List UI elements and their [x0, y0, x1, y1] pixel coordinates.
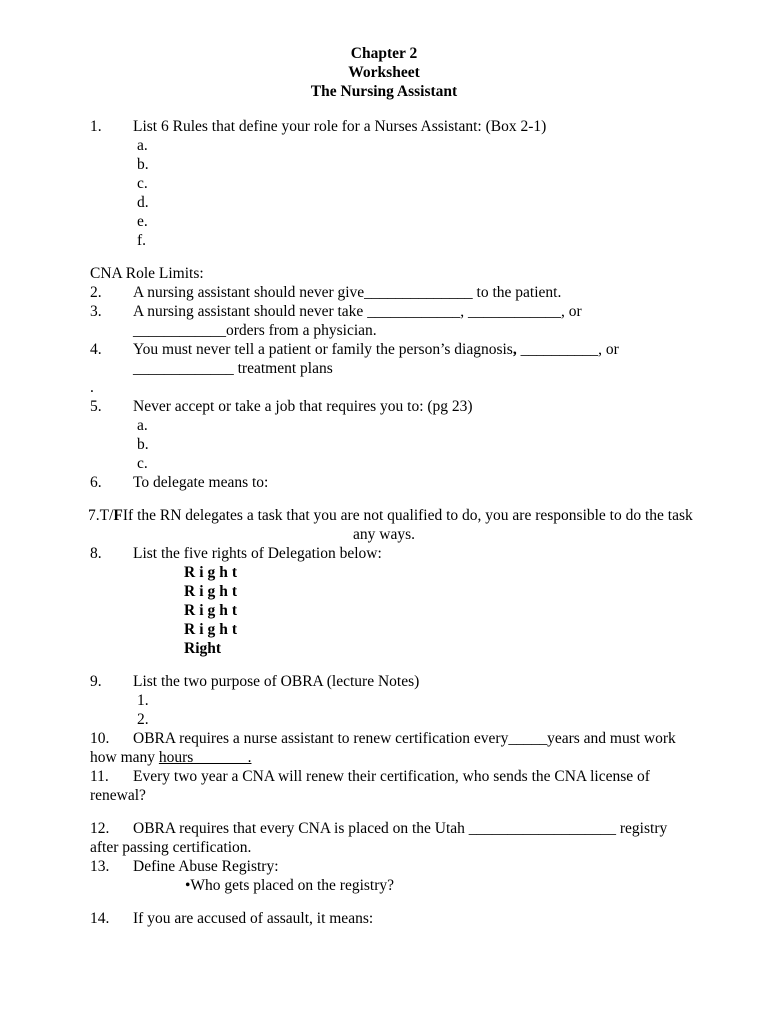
text-run: c.: [137, 175, 148, 192]
question-14: [90, 909, 768, 928]
text-run: 7.T/: [88, 507, 114, 524]
question-number: 4.: [90, 341, 102, 358]
stray-period: [90, 378, 768, 397]
question-3-continuation: [133, 321, 768, 340]
text-run: a.: [137, 417, 148, 434]
text-run: A nursing assistant should never give______________ to the patient.: [133, 284, 562, 301]
text-run: Every two year a CNA will renew their certification, who sends the CNA license of: [133, 768, 650, 785]
text-run: You must never tell a patient or family the person’s diagnosis: [133, 341, 513, 358]
question-number: 14.: [90, 910, 110, 927]
right-blank-4: [184, 620, 768, 639]
text-run: b.: [137, 436, 149, 453]
text-run: List the two purpose of OBRA (lecture Notes): [133, 673, 420, 690]
text-run: .: [90, 379, 94, 396]
spacer: [0, 101, 768, 117]
text-run: A nursing assistant should never take ____________, ____________, or: [133, 303, 582, 320]
answer-letter-d: [137, 193, 768, 212]
text-run: how many: [90, 749, 159, 766]
question-8: [90, 544, 768, 563]
question-number: 11.: [90, 768, 109, 785]
text-run: If the RN delegates a task that you are not qualified to do, you are responsible to do the task: [122, 507, 693, 524]
question-number: 1.: [90, 118, 102, 135]
question-13-sub-bullet: [185, 876, 768, 895]
spacer: [0, 658, 768, 672]
question-6: [90, 473, 768, 492]
question-7-continuation: [0, 525, 768, 544]
question-4: [90, 340, 768, 359]
right-blank-2: [184, 582, 768, 601]
text-run: b.: [137, 156, 149, 173]
text-run: ,: [512, 341, 517, 358]
question-number: 8.: [90, 545, 102, 562]
text-run: OBRA requires a nurse assistant to renew certification every_____years and must work: [133, 730, 676, 747]
question-number: 2.: [90, 284, 102, 301]
right-blank-1: [184, 563, 768, 582]
text-run: Define Abuse Registry:: [133, 858, 279, 875]
question-number: 5.: [90, 398, 102, 415]
text-run: 2.: [137, 711, 149, 728]
text-run: Never accept or take a job that requires you to: (pg 23): [133, 398, 473, 415]
text-run: The Nursing Assistant: [310, 83, 458, 100]
text-run: •Who gets placed on the registry?: [185, 877, 395, 894]
text-run: ____________orders from a physician.: [133, 322, 377, 339]
question-number: 6.: [90, 474, 102, 491]
question-5: [90, 397, 768, 416]
question-11-continuation: [90, 786, 768, 805]
question-1: [90, 117, 768, 136]
text-run: c.: [137, 455, 148, 472]
text-run: To delegate means to:: [133, 474, 269, 491]
answer-letter-e: [137, 212, 768, 231]
answer-letter-b: [137, 435, 768, 454]
text-run: after passing certification.: [90, 839, 252, 856]
doc-title-worksheet: [0, 63, 768, 82]
answer-letter-c: [137, 454, 768, 473]
question-number: 9.: [90, 673, 102, 690]
answer-letter-f: [137, 231, 768, 250]
text-run: CNA Role Limits:: [90, 265, 204, 282]
text-run: 1.: [137, 692, 149, 709]
question-2: [90, 283, 768, 302]
question-9: [90, 672, 768, 691]
text-run: List 6 Rules that define your role for a Nurses Assistant: (Box 2-1): [133, 118, 547, 135]
spacer: [0, 250, 768, 264]
question-number: 12.: [90, 820, 110, 837]
answer-letter-a: [137, 416, 768, 435]
text-run: f.: [137, 232, 147, 249]
text-run: any ways.: [353, 526, 415, 543]
question-13: [90, 857, 768, 876]
text-run: If you are accused of assault, it means:: [133, 910, 374, 927]
text-run: Right: [184, 583, 242, 600]
question-12-continuation: [90, 838, 768, 857]
worksheet-content: [0, 44, 768, 928]
answer-number-2: [137, 710, 768, 729]
text-run: a.: [137, 137, 148, 154]
text-run: Right: [184, 621, 242, 638]
text-run: __________, or: [516, 341, 619, 358]
text-run: OBRA requires that every CNA is placed on the Utah ___________________ registry: [133, 820, 668, 837]
text-run: List the five rights of Delegation below:: [133, 545, 382, 562]
question-7: [88, 506, 768, 525]
text-run: hours_______.: [158, 749, 252, 766]
question-number: 3.: [90, 303, 102, 320]
text-run: d.: [137, 194, 149, 211]
text-run: renewal?: [90, 787, 146, 804]
question-4-continuation: [133, 359, 768, 378]
right-blank-3: [184, 601, 768, 620]
question-3: [90, 302, 768, 321]
answer-letter-c: [137, 174, 768, 193]
answer-letter-a: [137, 136, 768, 155]
text-run: Right: [184, 640, 222, 657]
doc-title-subject: [0, 82, 768, 101]
doc-title-chapter: [0, 44, 768, 63]
text-run: e.: [137, 213, 148, 230]
question-number: 13.: [90, 858, 110, 875]
text-run: Worksheet: [348, 64, 420, 81]
question-number: 10.: [90, 730, 110, 747]
text-run: F: [113, 507, 123, 524]
text-run: Chapter 2: [350, 45, 418, 62]
spacer: [0, 895, 768, 909]
spacer: [0, 805, 768, 819]
section-heading-cna-role-limits: [90, 264, 768, 283]
question-12: [90, 819, 768, 838]
spacer: [0, 492, 768, 506]
question-10-continuation: [90, 748, 768, 767]
text-run: Right: [184, 602, 242, 619]
answer-letter-b: [137, 155, 768, 174]
answer-number-1: [137, 691, 768, 710]
text-run: _____________ treatment plans: [133, 360, 333, 377]
question-10: [90, 729, 768, 748]
right-blank-5: [184, 639, 768, 658]
question-11: [90, 767, 768, 786]
text-run: Right: [184, 564, 242, 581]
